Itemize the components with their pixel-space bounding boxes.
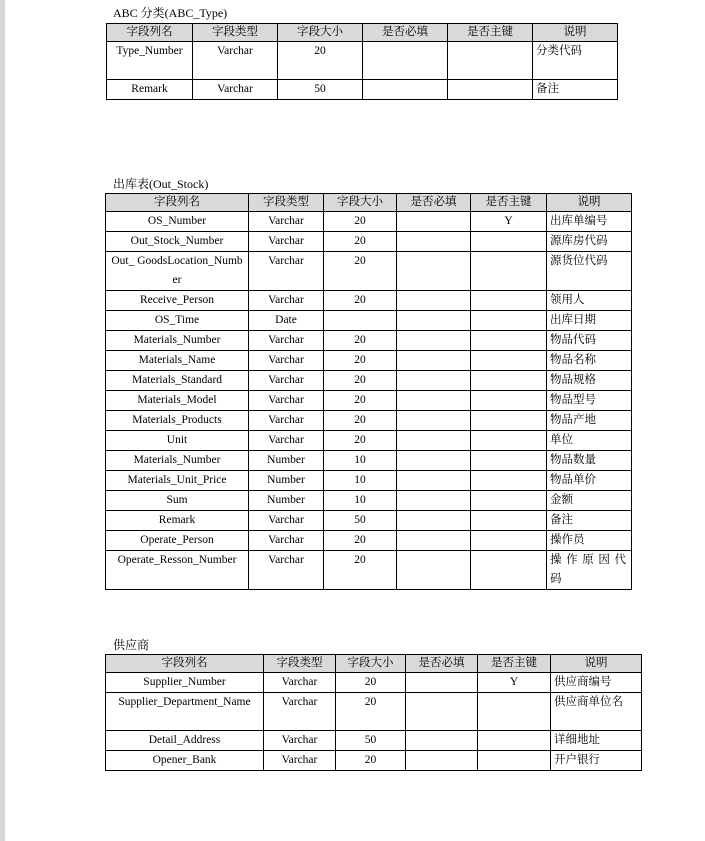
table-cell: Varchar xyxy=(249,411,324,431)
table-cell xyxy=(397,351,471,371)
table-cell xyxy=(397,491,471,511)
table-cell: Out_Stock_Number xyxy=(106,232,249,252)
table-cell: Out_ GoodsLocation_Number xyxy=(106,252,249,291)
table-cell xyxy=(471,252,547,291)
table-cell xyxy=(397,451,471,471)
table-cell xyxy=(471,232,547,252)
table-cell: Supplier_Number xyxy=(106,673,264,693)
table-cell: 20 xyxy=(324,212,397,232)
table-cell: Varchar xyxy=(264,693,336,731)
table-cell: 供应商编号 xyxy=(551,673,642,693)
table-cell xyxy=(397,252,471,291)
table-cell: 出库日期 xyxy=(547,311,632,331)
window-edge xyxy=(0,0,5,841)
column-header: 字段大小 xyxy=(324,194,397,212)
table-cell: 20 xyxy=(324,351,397,371)
table-cell xyxy=(471,551,547,590)
table-cell xyxy=(448,80,533,100)
table-cell: Varchar xyxy=(193,80,278,100)
abc-type-table xyxy=(106,23,618,100)
table-cell: Varchar xyxy=(249,511,324,531)
table-cell: Varchar xyxy=(193,42,278,80)
table-cell xyxy=(397,212,471,232)
table-cell xyxy=(397,431,471,451)
table-cell: 开户银行 xyxy=(551,751,642,771)
table-cell: Varchar xyxy=(249,291,324,311)
table-cell: 领用人 xyxy=(547,291,632,311)
table-cell: Operate_Resson_Number xyxy=(106,551,249,590)
table-cell: 操作原因代码 xyxy=(547,551,632,590)
header-row xyxy=(106,655,642,673)
table-cell xyxy=(397,391,471,411)
table1-caption: ABC 分类(ABC_Type) xyxy=(113,6,228,20)
table-cell xyxy=(397,551,471,590)
table-cell: Varchar xyxy=(249,551,324,590)
table-cell: 20 xyxy=(324,551,397,590)
table-cell: Materials_Number xyxy=(106,331,249,351)
table-cell xyxy=(471,491,547,511)
table-row xyxy=(106,311,632,331)
table-row xyxy=(106,471,632,491)
table-cell: 10 xyxy=(324,471,397,491)
table-cell xyxy=(363,42,448,80)
table-cell: 源库房代码 xyxy=(547,232,632,252)
table-cell: 备注 xyxy=(533,80,618,100)
table-row xyxy=(106,291,632,311)
table-cell: Opener_Bank xyxy=(106,751,264,771)
table-cell: Varchar xyxy=(264,731,336,751)
column-header: 是否主键 xyxy=(471,194,547,212)
table-cell xyxy=(406,751,478,771)
table-cell xyxy=(406,673,478,693)
table-cell xyxy=(448,42,533,80)
table-cell: Materials_Products xyxy=(106,411,249,431)
table-cell: 50 xyxy=(278,80,363,100)
table-cell: 20 xyxy=(336,673,406,693)
table-cell: 50 xyxy=(336,731,406,751)
column-header: 是否必填 xyxy=(363,24,448,42)
table-cell: 备注 xyxy=(547,511,632,531)
table-cell: 20 xyxy=(324,371,397,391)
table-cell: Varchar xyxy=(249,252,324,291)
header-row xyxy=(106,194,632,212)
table-cell: Varchar xyxy=(249,212,324,232)
table-cell: 20 xyxy=(278,42,363,80)
table-cell: 物品代码 xyxy=(547,331,632,351)
table-row xyxy=(106,693,642,731)
table-cell xyxy=(471,291,547,311)
table-cell: Materials_Number xyxy=(106,451,249,471)
table3-caption: 供应商 xyxy=(113,638,150,652)
column-header: 字段大小 xyxy=(336,655,406,673)
column-header: 是否必填 xyxy=(406,655,478,673)
table-cell: 物品产地 xyxy=(547,411,632,431)
table-cell: 物品数量 xyxy=(547,451,632,471)
out-stock-table xyxy=(105,193,632,590)
table-cell xyxy=(397,411,471,431)
table-cell: 供应商单位名 xyxy=(551,693,642,731)
table-cell xyxy=(471,391,547,411)
table-row xyxy=(107,42,618,80)
table-cell: 物品单价 xyxy=(547,471,632,491)
table-cell xyxy=(397,511,471,531)
table-cell: 金额 xyxy=(547,491,632,511)
header-row xyxy=(107,24,618,42)
table-cell: 50 xyxy=(324,511,397,531)
table-cell: Type_Number xyxy=(107,42,193,80)
table-cell: Varchar xyxy=(249,331,324,351)
table-cell: Varchar xyxy=(249,351,324,371)
table2-caption: 出库表(Out_Stock) xyxy=(113,177,209,191)
table-cell: Sum xyxy=(106,491,249,511)
table-cell xyxy=(397,331,471,351)
table-cell: Number xyxy=(249,491,324,511)
column-header: 是否主键 xyxy=(478,655,551,673)
table-cell: Operate_Person xyxy=(106,531,249,551)
table-cell: 20 xyxy=(324,232,397,252)
column-header: 字段列名 xyxy=(106,194,249,212)
table-cell: 源货位代码 xyxy=(547,252,632,291)
table-row xyxy=(106,252,632,291)
column-header: 字段类型 xyxy=(264,655,336,673)
table-row xyxy=(106,371,632,391)
table-cell: 20 xyxy=(324,531,397,551)
table-row xyxy=(106,391,632,411)
table-cell: Remark xyxy=(106,511,249,531)
table-cell xyxy=(471,531,547,551)
column-header: 是否必填 xyxy=(397,194,471,212)
table-row xyxy=(106,751,642,771)
table-cell xyxy=(478,693,551,731)
table-cell xyxy=(471,511,547,531)
table-cell: 10 xyxy=(324,451,397,471)
table-cell xyxy=(324,311,397,331)
column-header: 字段列名 xyxy=(106,655,264,673)
table-cell: 20 xyxy=(336,751,406,771)
table-row xyxy=(107,80,618,100)
table-cell xyxy=(478,751,551,771)
table-cell xyxy=(471,311,547,331)
table-cell: Supplier_Department_Name xyxy=(106,693,264,731)
table-cell: Materials_Standard xyxy=(106,371,249,391)
column-header: 字段类型 xyxy=(249,194,324,212)
table-cell xyxy=(397,291,471,311)
table-cell: 操作员 xyxy=(547,531,632,551)
table-cell xyxy=(406,693,478,731)
table-cell: Number xyxy=(249,451,324,471)
table-cell xyxy=(397,311,471,331)
column-header: 字段类型 xyxy=(193,24,278,42)
table-cell: Detail_Address xyxy=(106,731,264,751)
table-cell xyxy=(478,731,551,751)
table-cell: 物品名称 xyxy=(547,351,632,371)
table-cell: Date xyxy=(249,311,324,331)
table-cell xyxy=(471,451,547,471)
table-cell: 20 xyxy=(336,693,406,731)
table-cell: 20 xyxy=(324,331,397,351)
table-cell xyxy=(471,371,547,391)
table-row xyxy=(106,351,632,371)
table-cell: Y xyxy=(471,212,547,232)
table-cell xyxy=(397,371,471,391)
column-header: 字段列名 xyxy=(107,24,193,42)
table-cell xyxy=(471,471,547,491)
table-cell: 20 xyxy=(324,411,397,431)
table-cell: 20 xyxy=(324,391,397,411)
table-cell xyxy=(363,80,448,100)
table-cell: 出库单编号 xyxy=(547,212,632,232)
table-row xyxy=(106,212,632,232)
table-row xyxy=(106,531,632,551)
table-cell: Number xyxy=(249,471,324,491)
table-cell xyxy=(397,531,471,551)
table-cell: Y xyxy=(478,673,551,693)
table-row xyxy=(106,451,632,471)
table-row xyxy=(106,411,632,431)
table-cell: 分类代码 xyxy=(533,42,618,80)
table-cell: 详细地址 xyxy=(551,731,642,751)
table-row xyxy=(106,431,632,451)
table-cell: Varchar xyxy=(249,391,324,411)
column-header: 说明 xyxy=(547,194,632,212)
table-cell: 物品型号 xyxy=(547,391,632,411)
table-cell: Materials_Unit_Price xyxy=(106,471,249,491)
table-cell: 物品规格 xyxy=(547,371,632,391)
table-cell: Receive_Person xyxy=(106,291,249,311)
table-cell: 20 xyxy=(324,431,397,451)
table-cell: Varchar xyxy=(249,371,324,391)
table-row xyxy=(106,232,632,252)
table-cell: Varchar xyxy=(249,232,324,252)
table-row xyxy=(106,331,632,351)
table-cell: Materials_Name xyxy=(106,351,249,371)
table-cell xyxy=(471,411,547,431)
table-cell: Varchar xyxy=(264,673,336,693)
supplier-table xyxy=(105,654,642,771)
column-header: 字段大小 xyxy=(278,24,363,42)
table-row xyxy=(106,511,632,531)
table-cell: Varchar xyxy=(249,531,324,551)
table-row xyxy=(106,491,632,511)
table-cell xyxy=(397,232,471,252)
table-cell: OS_Number xyxy=(106,212,249,232)
table-cell: 20 xyxy=(324,291,397,311)
table-row xyxy=(106,551,632,590)
table-cell: 10 xyxy=(324,491,397,511)
table-cell xyxy=(406,731,478,751)
table-row xyxy=(106,673,642,693)
column-header: 说明 xyxy=(551,655,642,673)
table-cell: Unit xyxy=(106,431,249,451)
table-cell xyxy=(397,471,471,491)
table-cell: 单位 xyxy=(547,431,632,451)
table-cell: Varchar xyxy=(264,751,336,771)
table-cell: OS_Time xyxy=(106,311,249,331)
column-header: 是否主键 xyxy=(448,24,533,42)
table-cell xyxy=(471,331,547,351)
table-cell xyxy=(471,431,547,451)
table-cell: 20 xyxy=(324,252,397,291)
table-cell xyxy=(471,351,547,371)
table-cell: Materials_Model xyxy=(106,391,249,411)
table-row xyxy=(106,731,642,751)
table-cell: Varchar xyxy=(249,431,324,451)
table-cell: Remark xyxy=(107,80,193,100)
column-header: 说明 xyxy=(533,24,618,42)
